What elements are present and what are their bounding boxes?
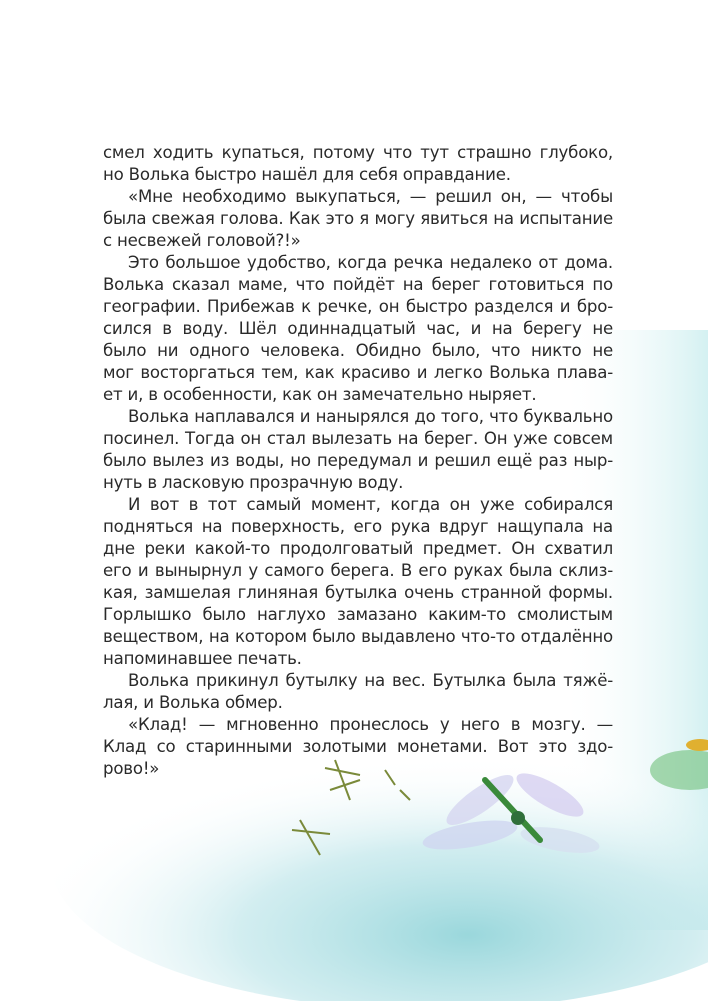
text-line: но Волька быстро нашёл для себя оправдание.	[103, 165, 511, 184]
text-line: сился в воду. Шёл одиннадцатый час, и на берегу не	[103, 319, 613, 338]
text-line: напоминавшее печать.	[103, 649, 302, 668]
text-line: Горлышко было наглухо замазано каким-то смолистым	[103, 605, 613, 624]
paragraph	[103, 252, 613, 406]
text-line: Волька сказал маме, что пойдёт на берег готовиться по	[103, 275, 613, 294]
text-line: Клад со старинными золотыми монетами. Вот это здо-	[103, 737, 613, 756]
text-line: лая, и Волька обмер.	[103, 693, 283, 712]
text-line: его и вынырнул у самого берега. В его руках была склиз-	[103, 561, 613, 580]
text-line: смел ходить купаться, потому что тут страшно глубоко,	[103, 143, 613, 162]
paragraph	[103, 714, 613, 780]
text-line: мог восторгаться тем, как красиво и легко Волька плава-	[103, 363, 613, 382]
paragraph	[103, 186, 613, 252]
paragraph	[103, 494, 613, 670]
text-line: «Клад! — мгновенно пронеслось у него в мозгу. —	[128, 715, 613, 734]
text-line: ет и, в особенности, как он замечательно ныряет.	[103, 385, 537, 404]
text-line: было ни одного человека. Обидно было, что никто не	[103, 341, 613, 360]
paragraph	[103, 670, 613, 714]
text-line: географии. Прибежав к речке, он быстро разделся и бро-	[103, 297, 613, 316]
text-line: было вылез из воды, но передумал и решил ещё раз ныр-	[103, 451, 613, 470]
text-line: посинел. Тогда он стал вылезать на берег. Он уже совсем	[103, 429, 613, 448]
text-line: Волька прикинул бутылку на вес. Бутылка была тяжё-	[128, 671, 613, 690]
text-line: И вот в тот самый момент, когда он уже собирался	[128, 495, 613, 514]
text-line: веществом, на котором было выдавлено что-то отдалённо	[103, 627, 613, 646]
text-line: нуть в ласковую прозрачную воду.	[103, 473, 404, 492]
text-line: Это большое удобство, когда речка недалеко от дома.	[128, 253, 613, 272]
text-line: Волька наплавался и нанырялся до того, что буквально	[128, 407, 613, 426]
text-line: кая, замшелая глиняная бутылка очень странной формы.	[103, 583, 613, 602]
text-line: дне реки какой-то продолговатый предмет. Он схватил	[103, 539, 613, 558]
text-line: с несвежей головой?!»	[103, 231, 301, 250]
text-line: рово!»	[103, 759, 160, 778]
text-line: «Мне необходимо выкупаться, — решил он, — чтобы	[128, 187, 613, 206]
paragraph	[103, 406, 613, 494]
text-line: была свежая голова. Как это я могу явиться на испытание	[103, 209, 613, 228]
paragraph	[103, 142, 613, 186]
text-line: подняться на поверхность, его рука вдруг нащупала на	[103, 517, 613, 536]
story-text	[103, 142, 613, 780]
